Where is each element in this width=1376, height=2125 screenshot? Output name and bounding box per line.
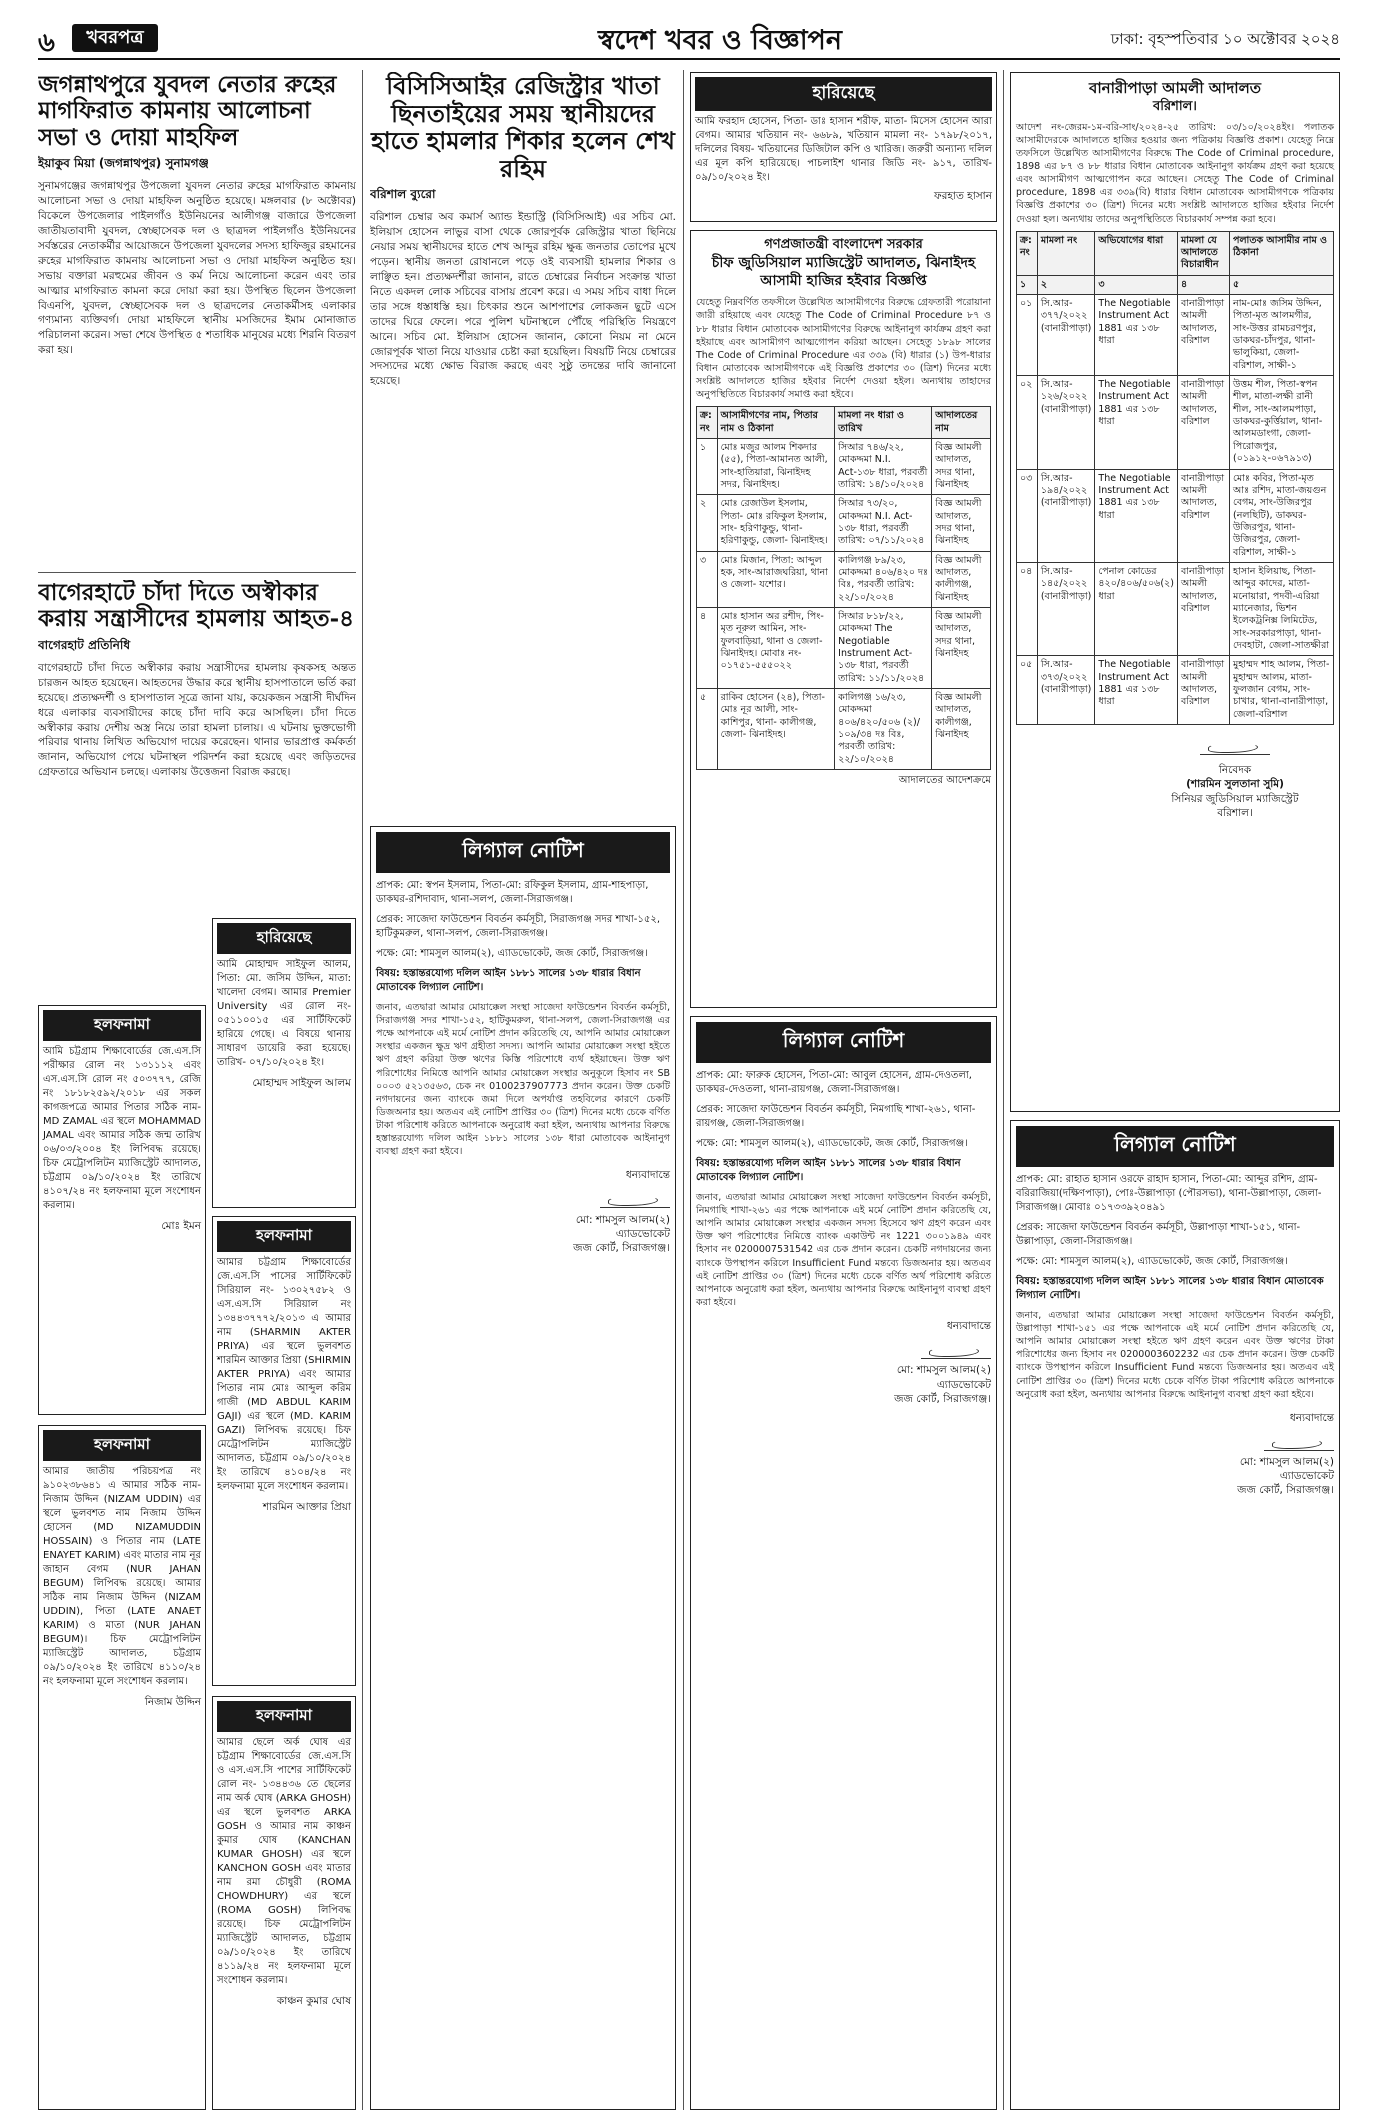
masthead — [38, 18, 1340, 60]
table-cell: ১ — [697, 438, 718, 494]
table-cell: বানারীপাড়া আমলী আদালত, বরিশাল — [1177, 295, 1229, 376]
notice-closing: ধন্যবাদান্তে — [625, 1169, 670, 1182]
signer-title: সিনিয়র জুডিসিয়াল ম্যাজিস্ট্রেট — [1171, 792, 1299, 805]
court-notice-banaripara — [1010, 72, 1340, 1112]
table-cell: সি.আর- ১৪৫/২০২২ (বানারীপাড়া) — [1037, 562, 1095, 655]
court-header-1: বানারীপাড়া আমলী আদালত — [1088, 79, 1262, 97]
notice-heading: হারিয়েছে — [217, 923, 351, 954]
column-header: অভিযোগের ধারা — [1095, 231, 1178, 275]
signer-court: জজ কোর্ট, সিরাজগঞ্জ। — [894, 1392, 991, 1405]
table-cell: বিজ্ঞ আমলী আদালত, সদর থানা, ঝিনাইদহ — [932, 608, 991, 689]
table-cell: The Negotiable Instrument Act 1881 এর ১৩৮ ধারা — [1095, 656, 1178, 725]
affidavit-signer: শারমিন আক্তার প্রিয়া — [262, 1501, 351, 1513]
table-cell: সি.আর- ১২৬/২০২২ (বানারীপাড়া) — [1037, 376, 1095, 469]
signer-name: (শারমিন সুলতানা সুমি) — [1186, 778, 1284, 791]
table-row — [697, 689, 991, 770]
affidavit-body: আমার চট্টগ্রাম শিক্ষাবোর্ডের জে.এস.সি পাসের সার্টিফিকেট সিরিয়াল নং- ১৩০২৭৫৮২ ও এস.এস.সি সিরিয়াল নং ১৩৪৪৩৭৭৭২/২০১৩ এ আমার নাম (SHARMIN AKTER PRIYA) এর স্থলে ভুলবশত শারমিন আক্তার প্রিয়া (SHIRMIN AKTER PRIYA) এবং আমার পিতার নাম মোঃ আব্দুল করিম গাজী (MD ABDUL KARIM GAJI) এর স্থলে (MD. KARIM GAZI) লিপিবদ্ধ রয়েছে। চিফ মেট্রোপলিটন ম্যাজিস্ট্রেট আদালত, চট্টগ্রাম ০৯/১০/২০২৪ ইং তারিখে ৪১০৪/২৪ নং হলফনামা মূলে সংশোধন করলাম। — [217, 1257, 351, 1492]
table-cell: মোঃ রেজাউল ইসলাম, পিতা- মোঃ রফিকুল ইসলাম, সাং- হরিণাকুন্ডু, থানা- হরিণাকুন্ডু, জেলা- ঝিনাইদহ। — [717, 495, 835, 551]
table-cell: বানারীপাড়া আমলী আদালত, বরিশাল — [1177, 469, 1229, 562]
case-table — [1016, 231, 1334, 725]
table-cell: ৩ — [697, 551, 718, 607]
notice-body: জনাব, এতদ্বারা আমার মোয়াক্কেল সংস্থা সাজেদা ফাউন্ডেশন বিবর্তন কর্মসূচী, সিরাজগঞ্জ সদর শাখা-১৫২, হাটিকুমরুল, থানা-সলপ, জেলা-সিরাজগঞ্জ এর পক্ষে আপনাকে এই মর্মে নোটিশ প্রদান করিতেছি যে, আপনি আমার মোয়াক্কেল সংস্থার একজন ক্ষুদ্র ঋণ গ্রহীতা সদস্য। আপনি আমার মোয়াক্কেল সংস্থা হইতে ঋণ গ্রহণ করিয়া উক্ত ঋণের কিস্তি পরিশোধে ব্যর্থ হইয়াছেন। উক্ত ঋণ পরিশোধের নিমিত্তে আপনি আমার মোয়াক্কেল সংস্থার অনুকূলে হিসাব নং SB ০০০৩ ৫২১৩৫৬৩, চেক নং 0100237907773 প্রদান করেন। উক্ত চেকটি নগদায়নের জন্য ব্যাংকে জমা দিলে অপর্যাপ্ত তহবিলের কারণে চেকটি ডিজঅনার হয়। অতএব এই নোটিশ প্রাপ্তির ৩০ (ত্রিশ) দিনের মধ্যে চেকে বর্ণিত টাকা পরিশোধ করিতে আপনাকে অনুরোধ করা হইল, অন্যথায় আপনার বিরুদ্ধে হস্তান্তরযোগ্য দলিল আইন ১৮৮১ সালের ১৩৮ ধারা মোতাবেক আইনানুগ ব্যবস্থা গ্রহণ করা হইবে। — [376, 1002, 670, 1158]
table-cell: সি.আর- ৩৭৭/২০২২ (বানারীপাড়া) — [1037, 295, 1095, 376]
story-body: সুনামগঞ্জের জগন্নাথপুর উপজেলা যুবদল নেতার রুহের মাগফিরাত কামনায় আলোচনা সভা ও দোয়া মাহফিল অনুষ্ঠিত হয়েছে। মঙ্গলবার (৮ অক্টোবর) বিকেলে উপজেলার পাইলগাঁও ইউনিয়নের আলীগঞ্জ বাজারে উপজেলা জাতীয়তাবাদী যুবদল, স্বেচ্ছাসেবক দল ও ছাত্রদল পাইলগাঁও ইউনিয়নের সর্বস্তরের নেতাকর্মীর আয়োজনে উপজেলা যুবদলের সদস্য হাফিজুর রহমানের রুহের মাগফিরাত কামনায় আলোচনা সভা ও দোয়া মাহফিল অনুষ্ঠিত হয়। সভায় বক্তারা মরহুমের জীবন ও কর্ম নিয়ে আলোচনা করেন এবং তার আত্মার মাগফিরাত কামনা করে দোয়া করা হয়। উপস্থিত ছিলেন উপজেলা বিএনপি, যুবদল, স্বেচ্ছাসেবক দল ও ছাত্রদলের নেতাকর্মীসহ এলাকার গণ্যমান্য ব্যক্তিবর্গ। দোয়া মাহফিলে স্থানীয় মসজিদের ইমাম মোনাজাত পরিচালনা করেন। সভা শেষে উপস্থিত ৫ শতাধিক মানুষের মধ্যে শিরনি বিতরণ করা হয়। — [38, 180, 356, 357]
notice-subject: বিষয়: হস্তান্তরযোগ্য দলিল আইন ১৮৮১ সালের ১৩৮ ধারার বিধান মোতাবেক লিগ্যাল নোটিশ। — [376, 968, 641, 993]
column-number: ৪ — [1177, 275, 1229, 294]
signer-title: এ্যাডভোকেট — [936, 1378, 991, 1391]
affidavit-heading: হলফনামা — [217, 1221, 351, 1252]
notice-recipient: প্রাপক: মো: ফারুক হোসেন, পিতা-মো: আবুল হোসেন, গ্রাম-দেওতলা, ডাকঘর-দেওতলা, থানা-রায়গঞ্জ, জেলা-সিরাজগঞ্জ। — [696, 1070, 972, 1095]
headline: বাগেরহাটে চাঁদা দিতে অস্বীকার করায় সন্ত্রাসীদের হামলায় আহত-৪ — [38, 580, 355, 633]
notice-via: পক্ষে: মো: শামসুল আলম(২), এ্যাডভোকেট, জজ কোর্ট, সিরাজগঞ্জ। — [696, 1138, 968, 1149]
affidavit-1 — [38, 1005, 206, 1415]
table-row — [1017, 295, 1334, 376]
affidavit-signer: কাঞ্চন কুমার ঘোষ — [276, 1995, 351, 2007]
story-bagerhat — [38, 580, 356, 900]
column-number: ৫ — [1230, 275, 1334, 294]
table-row — [697, 551, 991, 607]
table-cell: The Negotiable Instrument Act 1881 এর ১৩৮ ধারা — [1095, 376, 1178, 469]
table-row — [1017, 469, 1334, 562]
notice-via: পক্ষে: মো: শামসুল আলম(২), এ্যাডভোকেট, জজ কোর্ট, সিরাজগঞ্জ। — [376, 948, 648, 959]
headline: জগন্নাথপুরে যুবদল নেতার রুহের মাগফিরাত কামনায় আলোচনা সভা ও দোয়া মাহফিল — [38, 72, 337, 151]
court-header-3: আসামী হাজির হইবার বিজ্ঞপ্তি — [760, 273, 927, 290]
column-header: মামলা নং ধারা ও তারিখ — [835, 407, 932, 439]
column-rule — [362, 70, 363, 2110]
signer-title: এ্যাডভোকেট — [1279, 1470, 1334, 1483]
affidavit-3 — [212, 1216, 356, 1686]
signature-mark — [600, 1190, 670, 1208]
byline: বাগেরহাট প্রতিনিধি — [38, 637, 131, 652]
table-row — [697, 438, 991, 494]
signer-label: নিবেদক — [1218, 764, 1252, 777]
affidavit-signer: মোঃ ইমন — [161, 1220, 201, 1232]
column-number: ১ — [1017, 275, 1038, 294]
column-number: ৩ — [1095, 275, 1178, 294]
table-cell: সি.আর- ৩৭৩/২০২২ (বানারীপাড়া) — [1037, 656, 1095, 725]
signature-mark — [1264, 1433, 1334, 1451]
court-header-2: চীফ জুডিসিয়াল ম্যাজিস্ট্রেট আদালত, ঝিনাইদহ — [711, 254, 976, 271]
column-header: আদালতের নাম — [932, 407, 991, 439]
signer-name: মো: শামসুল আলম(২) — [575, 1213, 670, 1226]
notice-heading: হারিয়েছে — [695, 77, 992, 111]
notice-heading: লিগ্যাল নোটিশ — [376, 832, 670, 873]
notice-subject: বিষয়: হস্তান্তরযোগ্য দলিল আইন ১৮৮১ সালের ১৩৮ ধারার বিধান মোতাবেক লিগ্যাল নোটিশ। — [696, 1158, 961, 1183]
table-cell: মোঃ মজুর আলম শিকদার (৫৫), পিতা-আমানত আলী, সাং-হাতিয়ারা, ঝিনাইদহ সদর, ঝিনাইদহ। — [717, 438, 835, 494]
table-cell: বিজ্ঞ আমলী আদালত, কালীগঞ্জ, ঝিনাইদহ — [932, 551, 991, 607]
column-header: মামলা নং — [1037, 231, 1095, 275]
notice-sender: প্রেরক: সাজেদা ফাউন্ডেশন বিবর্তন কর্মসূচী, নিমগাছি শাখা-২৬১, থানা-রায়গঞ্জ, জেলা-সিরাজগঞ্জ। — [696, 1104, 976, 1129]
story-jagannathpur — [38, 72, 356, 568]
notice-closing: ধন্যবাদান্তে — [946, 1319, 991, 1332]
column-rule — [1003, 70, 1004, 2110]
legal-notice-sirajganj-3 — [1010, 1120, 1340, 2110]
notice-body: আমি ফরহাদ হোসেন, পিতা- ডাঃ হাসান শরীফ, মাতা- মিসেস হোসেন আরা বেগম। আমার খতিয়ান নং- ৬৬৮৯, খতিয়ান মামলা নং- ১৭৯৮/২০১৭, দলিলের বিষয়- খতিয়ানের ডিজিটাল কপি ও খারিজ। জরুরী অন্যান্য দলিল এর মূল কপি হারিয়েছে। পাচলাইশ থানার জিডি নং- ৯১৭, তারিখ- ০৯/১০/২০২৪ ইং। — [695, 116, 992, 183]
newspaper-logo: খবরপত্র — [72, 24, 158, 52]
table-cell: বিজ্ঞ আমলী আদালত, কালীগঞ্জ, ঝিনাইদহ — [932, 689, 991, 770]
table-cell: ০২ — [1017, 376, 1038, 469]
table-row — [1017, 656, 1334, 725]
signer-name: মো: শামসুল আলম(২) — [896, 1364, 991, 1377]
table-cell: সিআর ৮১৮/২২, মোকদ্দমা The Negotiable Instrument Act- ১৩৮ ধারা, পরবর্তী তারিখ: ১১/১১/২০২৪ — [835, 608, 932, 689]
byline: বরিশাল ব্যুরো — [370, 187, 436, 202]
table-cell: ৪ — [697, 608, 718, 689]
column-rule — [683, 70, 684, 2110]
legal-notice-sirajganj-2 — [690, 1016, 997, 2110]
story-body: বরিশাল চেম্বার অব কমার্স অ্যান্ড ইন্ডাস্ট্রি (বিসিসিআই) এর সচিব মো. ইলিয়াস হোসেন লাভুর বাসা থেকে জোরপূর্বক রেজিস্ট্রার খাতা ছিনিয়ে নেয়ার সময় স্থানীয়দের হাতে শেখ আব্দুর রহিম ক্ষুব্ধ জনতার তোপের মুখে পড়েন। স্থানীয় জনতা রোষানলে পড়ে ওই ব্যবসায়ী হামলার শিকার ও লাঞ্ছিত হন। প্রত্যক্ষদর্শীরা জানান, রাতে চেম্বারের নির্বাচন সংক্রান্ত খাতা নিতে একদল লোক সচিবের বাসায় প্রবেশ করে। এ সময় সচিব বাধা দিলে তার সঙ্গে ধস্তাধস্তি হয়। চিৎকার শুনে আশপাশের লোকজন ছুটে এসে তাদের ঘিরে ফেলে। পরে পুলিশ ঘটনাস্থলে পৌঁছে পরিস্থিতি নিয়ন্ত্রণে আনে। সচিব মো. ইলিয়াস হোসেন জানান, কোনো নিয়ম না মেনে জোরপূর্বক খাতা নিয়ে যাওয়ার চেষ্টা করা হয়েছিল। বিষয়টি নিয়ে চেম্বারের সদস্যদের মধ্যে ক্ষোভ বিরাজ করছে এবং সুষ্ঠু তদন্তের দাবি জানানো হয়েছে। — [370, 211, 676, 388]
table-cell: উত্তম শীল, পিতা-স্বপন শীল, মাতা-লক্ষী রানী শীল, সাং-আলমপাড়া, ডাকঘর-কুর্ত্তিয়াল, থানা-আলমডাংগা, জেলা-পিরোজপুর, (০১৯১২-০৬৭৯১৩) — [1230, 376, 1334, 469]
table-cell: কালিগঞ্জ ১৬/২৩, মোকদ্দমা ৪০৬/৪২০/৫০৬ (২)/১০৯/৩৪ দঃ বিঃ, পরবর্তী তারিখ: ২২/১০/২০২৪ — [835, 689, 932, 770]
table-cell: বিজ্ঞ আমলী আদালত, সদর থানা, ঝিনাইদহ — [932, 495, 991, 551]
table-cell: ৫ — [697, 689, 718, 770]
table-row — [697, 608, 991, 689]
signer-court: জজ কোর্ট, সিরাজগঞ্জ। — [573, 1242, 670, 1254]
table-cell: ২ — [697, 495, 718, 551]
signer-place: বরিশাল। — [1217, 806, 1253, 819]
story-body: বাগেরহাটে চাঁদা দিতে অস্বীকার করায় সন্ত্রাসীদের হামলায় কৃষকসহ অন্তত চারজন আহত হয়েছেন। আহতদের উদ্ধার করে স্থানীয় হাসপাতালে ভর্তি করা হয়েছে। প্রত্যক্ষদর্শী ও হাসপাতাল সূত্রে জানা যায়, কয়েকজন সন্ত্রাসী দীর্ঘদিন ধরে এলাকার ব্যবসায়ীদের কাছে চাঁদা দাবি করে আসছিল। চাঁদা দিতে অস্বীকার করায় দেশীয় অস্ত্র নিয়ে তারা হামলা চালায়। এ ঘটনায় ভুক্তভোগী পরিবার থানায় লিখিত অভিযোগ দায়ের করেছেন। থানার ভারপ্রাপ্ত কর্মকর্তা জানান, অভিযোগ পেয়ে ঘটনাস্থল পরিদর্শন করা হয়েছে এবং জড়িতদের গ্রেফতারে অভিযান চলছে। এলাকায় উত্তেজনা বিরাজ করছে। — [38, 661, 356, 779]
page-number: ৬ — [38, 28, 55, 58]
notice-subject: বিষয়: হস্তান্তরযোগ্য দলিল আইন ১৮৮১ সালের ১৩৮ ধারার বিধান মোতাবেক লিগ্যাল নোটিশ। — [1016, 1276, 1324, 1301]
notice-recipient: প্রাপক: মো: রাহাত হাসান ওরফে রাহাদ হাসান, পিতা-মো: আব্দুর রশিদ, গ্রাম-বরিরাজিয়া(দক্ষিণপাড়া), পোঃ-উল্লাপাড়া (পৌরসভা), থানা-উল্লাপাড়া, জেলা-সিরাজগঞ্জ। মোবাঃ ০১৭৩৩৯২০৪৯১ — [1016, 1174, 1322, 1213]
signature-mark — [1200, 737, 1270, 755]
table-cell: পেনাল কোডের ৪২০/৪০৬/৫০৬(২) ধারা — [1095, 562, 1178, 655]
affidavit-heading: হলফনামা — [217, 1701, 351, 1732]
affidavit-signer: নিজাম উদ্দিন — [144, 1696, 201, 1708]
notice-closing: ধন্যবাদান্তে — [1289, 1411, 1334, 1424]
column-header: ক্র: নং — [1017, 231, 1038, 275]
table-cell: সিআর ৭৩/২০, মোকদ্দমা N.I. Act- ১৩৮ ধারা, পরবর্তী তারিখ: ০৭/১১/২০২৪ — [835, 495, 932, 551]
notice-body: জনাব, এতদ্বারা আমার মোয়াক্কেল সংস্থা সাজেদা ফাউন্ডেশন বিবর্তন কর্মসূচী, নিমগাছি শাখা-২৬১ এর পক্ষে আপনাকে এই মর্মে নোটিশ প্রদান করিতেছি যে, আপনি আমার মোয়াক্কেল সংস্থার একজন সদস্য হিসেবে ঋণ গ্রহণ করেন এবং উক্ত ঋণ পরিশোধের নিমিত্তে ব্যাংক একাউন্ট নং 1221 ৩০০১৯৪৯ এবং হিসাব নং 0200007531542 এর চেক প্রদান করেন। চেকটি নগদায়নের জন্য ব্যাংকে উপস্থাপন করিলে Insufficient Fund মন্তব্যে ডিজঅনার হয়। অতএব এই নোটিশ প্রাপ্তির ৩০ (ত্রিশ) দিনের মধ্যে চেকে বর্ণিত অর্থ পরিশোধ করিতে আপনাকে অনুরোধ করা হইল, অন্যথায় আপনার বিরুদ্ধে আইনানুগ ব্যবস্থা গ্রহণ করা হইবে। — [696, 1192, 991, 1308]
table-cell: মুহাম্মদ শাহ আলম, পিতা-মুহাম্মদ আলম, মাতা-ফুলজান বেগম, সাং-চাখার, থানা-বানারীপাড়া, জেলা-বরিশাল — [1230, 656, 1334, 725]
section-title: স্বদেশ খবর ও বিজ্ঞাপন — [598, 25, 842, 56]
table-cell: নাম-মোঃ জসিম উদ্দিন, পিতা-মৃত আলমগীর, সাং-উত্তর রামচরণপুর, ডাকঘর-চাঁদপুর, থানা-ভালুকিয়া, জেলা-বরিশাল, সাক্ষী-১ — [1230, 295, 1334, 376]
court-header-2: বরিশাল। — [1153, 99, 1197, 115]
affidavit-body: আমার জাতীয় পরিচয়পত্র নং ৯১০২৩৮৬৪১ এ আমার সঠিক নাম- নিজাম উদ্দিন (NIZAM UDDIN) এর স্থলে ভুলবশত নাম নিজাম উদ্দিন হোসেন (MD NIZAMUDDIN HOSSAIN) ও পিতার নাম (LATE ENAYET KARIM) এবং মাতার নাম নূর জাহান বেগম (NUR JAHAN BEGUM) লিপিবদ্ধ রয়েছে। আমার সঠিক নাম নিজাম উদ্দিন (NIZAM UDDIN), পিতা (LATE ANAET KARIM) ও মাতা (NUR JAHAN BEGUM)। চিফ মেট্রোপলিটন ম্যাজিস্ট্রেট আদালত, চট্টগ্রাম ০৯/১০/২০২৪ ইং তারিখে ৪১১০/২৪ নং হলফনামা মূলে সংশোধন করলাম। — [43, 1466, 201, 1687]
table-cell: The Negotiable Instrument Act 1881 এর ১৩৮ ধারা — [1095, 295, 1178, 376]
table-cell: ০৫ — [1017, 656, 1038, 725]
court-footer: আদালতের আদেশক্রমে — [898, 775, 991, 787]
table-cell: ০১ — [1017, 295, 1038, 376]
table-cell: ০৪ — [1017, 562, 1038, 655]
table-cell: কালিগঞ্জ ৮৯/২৩, মোকদ্দমা ৪০৬/৪২০ দঃ বিঃ, পরবর্তী তারিখ: ২২/১০/২০২৪ — [835, 551, 932, 607]
notice-sender: প্রেরক: সাজেদা ফাউন্ডেশন বিবর্তন কর্মসূচী, উল্লাপাড়া শাখা-১৫১, থানা-উল্লাপাড়া, জেলা-সিরাজগঞ্জ। — [1016, 1222, 1301, 1247]
byline: ইয়াকুব মিয়া (জগন্নাথপুর) সুনামগঞ্জ — [38, 156, 209, 171]
affidavit-heading: হলফনামা — [43, 1010, 201, 1041]
affidavit-2 — [38, 1425, 206, 2110]
notice-body: জনাব, এতদ্বারা আমার মোয়াক্কেল সংস্থা সাজেদা ফাউন্ডেশন বিবর্তন কর্মসূচী, উল্লাপাড়া শাখা-১৫১ এর পক্ষে আপনাকে এই মর্মে নোটিশ প্রদান করিতেছি যে, আপনি আমার মোয়াক্কেল সংস্থা হইতে ঋণ গ্রহণ করেন এবং উক্ত ঋণের টাকা পরিশোধের জন্য হিসাব নং 0200003602232 এর চেক প্রদান করেন। উক্ত চেকটি ব্যাংকে উপস্থাপন করিলে Insufficient Fund মন্তব্যে ডিজঅনার হয়। অতএব এই নোটিশ প্রাপ্তির ৩০ (ত্রিশ) দিনের মধ্যে চেকে বর্ণিত টাকা পরিশোধ করিতে আপনাকে অনুরোধ করা হইল, অন্যথায় আপনার বিরুদ্ধে আইনানুগ ব্যবস্থা গ্রহণ করা হইবে। — [1016, 1310, 1334, 1400]
story-divider — [38, 572, 356, 573]
signature-mark — [921, 1341, 991, 1359]
table-cell: হাসান ইলিয়াছ, পিতা-আব্দুর কাদের, মাতা-মনোয়ারা, পদবী-এরিয়া ম্যানেজার, ভিশন ইলেকট্রনিক্স লিমিটেড, সাং-সরকারপাড়া, থানা-দেবহাটা, জেলা-সাতক্ষীরা — [1230, 562, 1334, 655]
affidavit-body: আমার ছেলে অর্ক ঘোষ এর চট্টগ্রাম শিক্ষাবোর্ডের জে.এস.সি ও এস.এস.সি পাশের সার্টিফিকেট রোল নং- ১৩৪৪৩৬ তে ছেলের নাম অর্ক ঘোষ (ARKA GHOSH) এর স্থলে ভুলবশত ARKA GOSH ও আমার নাম কাঞ্চন কুমার ঘোষ (KANCHAN KUMAR GHOSH) এর স্থলে KANCHON GOSH এবং মাতার নাম রমা চৌধুরী (ROMA CHOWDHURY) এর স্থলে (ROMA GOSH) লিপিবদ্ধ রয়েছে। চিফ মেট্রোপলিটন ম্যাজিস্ট্রেট আদালত, চট্টগ্রাম ০৯/১০/২০২৪ ইং তারিখে ৪১১৯/২৪ নং হলফনামা মূলে সংশোধন করলাম। — [217, 1737, 351, 1986]
table-cell: সি.আর- ১৯৪/২০২২ (বানারীপাড়া) — [1037, 469, 1095, 562]
lost-notice-1 — [212, 918, 356, 1208]
case-table — [696, 406, 991, 770]
story-bcic — [370, 72, 676, 812]
notice-via: পক্ষে: মো: শামসুল আলম(২), এ্যাডভোকেট, জজ কোর্ট, সিরাজগঞ্জ। — [1016, 1256, 1288, 1267]
table-cell: বানারীপাড়া আমলী আদালত, বরিশাল — [1177, 656, 1229, 725]
legal-notice-sirajganj-1 — [370, 826, 676, 2110]
court-header-1: গণপ্রজাতন্ত্রী বাংলাদেশ সরকার — [764, 237, 923, 252]
signer-court: জজ কোর্ট, সিরাজগঞ্জ। — [1237, 1484, 1334, 1497]
court-notice-jhenaidah — [690, 230, 997, 1008]
dateline: ঢাকা: বৃহস্পতিবার ১০ অক্টোবর ২০২৪ — [1110, 30, 1340, 48]
table-cell: বানারীপাড়া আমলী আদালত, বরিশাল — [1177, 376, 1229, 469]
column-header: আসামীগণের নাম, পিতার নাম ও ঠিকানা — [717, 407, 835, 439]
notice-heading: লিগ্যাল নোটিশ — [696, 1022, 991, 1063]
signer-title: এ্যাডভোকেট — [615, 1227, 670, 1240]
table-cell: বিজ্ঞ আমলী আদালত, সদর থানা, ঝিনাইদহ — [932, 438, 991, 494]
table-cell: রাকিব হোসেন (২৪), পিতা- মোঃ নূর আলী, সাং- কাশিপুর, থানা- কালীগঞ্জ, জেলা- ঝিনাইদহ। — [717, 689, 835, 770]
notice-sender: প্রেরক: সাজেদা ফাউন্ডেশন বিবর্তন কর্মসূচী, সিরাজগঞ্জ সদর শাখা-১৫২, হাটিকুমরুল, থানা-সলপ, জেলা-সিরাজগঞ্জ। — [376, 914, 661, 939]
table-row — [697, 495, 991, 551]
column-header: ক্র: নং — [697, 407, 718, 439]
table-cell: মোঃ হাসান অর রশীদ, পিং- মৃত নূরুল আমিন, সাং- ফুলবাড়িয়া, থানা ও জেলা- ঝিনাইদহ। মোবাঃ নং- ০১৭৫১-৫৫৫০২২ — [717, 608, 835, 689]
table-row — [1017, 562, 1334, 655]
table-cell: সিআর ৭৪৬/২২, মোকদ্দমা N.I. Act-১৩৮ ধারা, পরবর্তী তারিখ: ১৪/১০/২০২৪ — [835, 438, 932, 494]
court-intro: যেহেতু নিম্নবর্ণিত তফসীলে উল্লেখিত আসামীগণের বিরুদ্ধে গ্রেফতারী পরোয়ানা জারী রহিয়াছে এবং যেহেতু The Code of Criminal Procedure ৮৭ ও ৮৮ ধারার বিধান মোতাবেক আসামীগণের বিরুদ্ধে আইনানুগ কার্যক্রম গ্রহণ করা হইয়াছে এবং আসামীগণ আত্মগোপন করিয়া আছেন। সেহেতু ১৮৯৮ সালের The Code of Criminal Procedure এর ৩৩৯ (বি) ধারার (১) উপ-ধারার বিধান মোতাবেক আসামীগণকে এই বিজ্ঞপ্তি প্রকাশের ৩০ (ত্রিশ) দিনের মধ্যে সংশ্লিষ্ট আদালতে হাজির হইবার নির্দেশ দেওয়া হইল। অন্যথায় তাহাদের অনুপস্থিতিতে বিচারকার্য সমাপ্ত করা হইবে। — [696, 297, 991, 401]
affidavit-body: আমি চট্টগ্রাম শিক্ষাবোর্ডের জে.এস.সি পরীক্ষার রোল নং ১৩১১১২ এবং এস.এস.সি রোল নং ৫০৩৭৭৭, রেজি নং ১৮১৮২৫৯২/২০১৮ এর সকল কাগজপত্রে আমার পিতার সঠিক নাম- MD ZAMAL এর স্থলে MOHAMMAD JAMAL এবং আমার সঠিক জন্ম তারিখ ০৬/০৩/২০০৪ ইং লিপিবদ্ধ রয়েছে। চিফ মেট্রোপলিটন ম্যাজিস্ট্রেট আদালত, চট্টগ্রাম ০৯/১০/২০২৪ ইং তারিখে ৪১০৭/২৪ নং হলফনামা মূলে সংশোধন করলাম। — [43, 1046, 201, 1211]
column-header: পলাতক আসামীর নাম ও ঠিকানা — [1230, 231, 1334, 275]
table-cell: মোঃ কবির, পিতা-মৃত আঃ রশিদ, মাতা-জয়গুন বেগম, সাং-উজিরপুর (নলছিটি), ডাকঘর-উজিরপুর, থানা-উজিরপুর, জেলা-বরিশাল, সাক্ষী-১ — [1230, 469, 1334, 562]
notice-signer: মোহাম্মদ সাইফুল আলম — [252, 1077, 351, 1089]
column-header: মামলা যে আদালতে বিচারাধীন — [1177, 231, 1229, 275]
table-row — [1017, 376, 1334, 469]
lost-notice-2 — [690, 72, 997, 222]
table-cell: মোঃ মিজান, পিতা: আব্দুল হক, সাং-আরাজঘরিয়া, থানা ও জেলা- যশোর। — [717, 551, 835, 607]
affidavit-heading: হলফনামা — [43, 1430, 201, 1461]
affidavit-4 — [212, 1696, 356, 2110]
notice-signer: ফরহাত হাসান — [933, 190, 992, 202]
column-number: ২ — [1037, 275, 1095, 294]
notice-recipient: প্রাপক: মো: স্বপন ইসলাম, পিতা-মো: রফিকুল ইসলাম, গ্রাম-শাহপাড়া, ডাকঘর-রশিদাবাদ, থানা-সলপ, জেলা-সিরাজগঞ্জ। — [376, 880, 649, 905]
table-cell: বানারীপাড়া আমলী আদালত, বরিশাল — [1177, 562, 1229, 655]
table-cell: ০৩ — [1017, 469, 1038, 562]
headline: বিসিসিআইর রেজিস্ট্রার খাতা ছিনতাইয়ের সময় স্থানীয়দের হাতে হামলার শিকার হলেন শেখ রহিম — [371, 72, 675, 183]
table-cell: The Negotiable Instrument Act 1881 এর ১৩৮ ধারা — [1095, 469, 1178, 562]
signer-name: মো: শামসুল আলম(২) — [1239, 1456, 1334, 1469]
notice-body: আমি মোহাম্মদ সাইফুল আলম, পিতা: মো. জসিম উদ্দিন, মাতা: খালেদা বেগম। আমার Premier University এর রোল নং- ০৫১১০০১৫ এর সার্টিফিকেট হারিয়ে গেছে। এ বিষয়ে থানায় সাধারণ ডায়েরি করা হয়েছে। তারিখ- ০৭/১০/২০২৪ ইং। — [217, 959, 351, 1068]
court-intro: আদেশ নং-জেরম-১ম-বরি-সাং/২০২৪-২৫ তারিখ: ০৩/১০/২০২৪ইং। পলাতক আসামীদেরকে আদালতে হাজির হওয়ার জন্য পত্রিকায় বিজ্ঞপ্তি প্রকাশ। যেহেতু নিম্নে তফসিলে উল্লেখিত আসামীগণের বিরুদ্ধে The Code of Criminal procedure, 1898 এর ৮৭ ও ৮৮ ধারার বিধান মোতাবেক আইনানুগ কার্যক্রম গ্রহণ করা হয়েছে এবং আসামীগণ আত্মগোপন করে আছেন। সেহেতু The Code of Criminal procedure, 1898 এর ৩৩৯(বি) ধারার বিধান মোতাবেক আসামীগণকে পত্রিকায় বিজ্ঞপ্তি প্রকাশের ৩০ (ত্রিশ) দিনের মধ্যে সংশ্লিষ্ট আদালতে হাজির হইবার নির্দেশ দেওয়া হল। অন্যথায় তাদের অনুপস্থিতিতে বিচারকার্য সম্পন্ন করা হবে। — [1016, 121, 1334, 225]
notice-heading: লিগ্যাল নোটিশ — [1016, 1126, 1334, 1167]
